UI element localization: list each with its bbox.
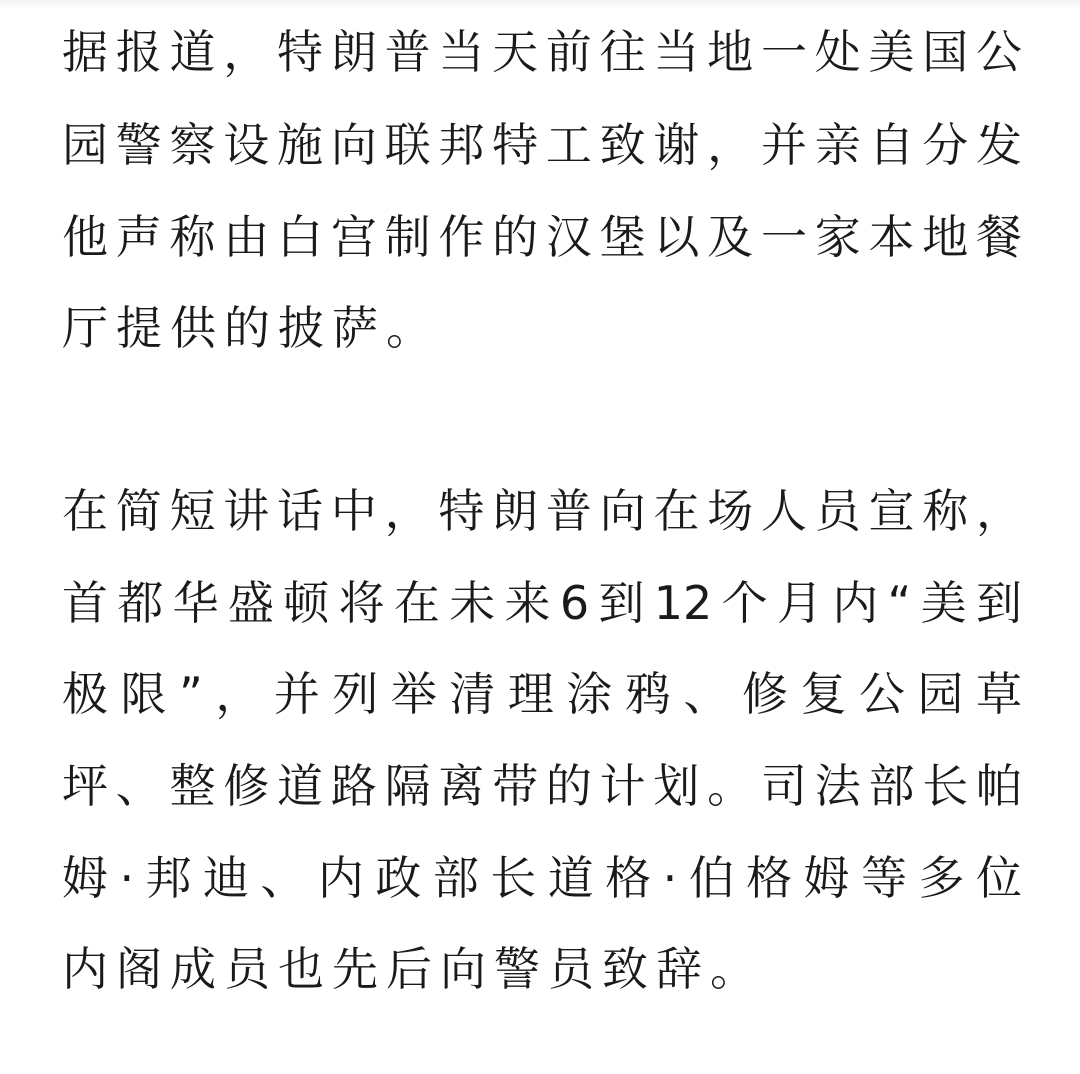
paragraph-1-line-2: 园警察设施向联邦特工致谢，并亲自分发 bbox=[62, 118, 1022, 172]
paragraph-2-line-2: 首都华盛顿将在未来6到12个月内“美到 bbox=[62, 576, 1022, 630]
paragraph-1-line-4: 厅提供的披萨。 bbox=[62, 301, 440, 355]
paragraph-2-line-4: 坪、整修道路隔离带的计划。司法部长帕 bbox=[62, 759, 1022, 813]
paragraph-1-line-3: 他声称由白宫制作的汉堡以及一家本地餐 bbox=[62, 210, 1022, 264]
paragraph-2-line-6: 内阁成员也先后向警员致辞。 bbox=[62, 942, 764, 996]
paragraph-2-line-5: 姆·邦迪、内政部长道格·伯格姆等多位 bbox=[62, 851, 1022, 905]
paragraph-1-line-1: 据报道，特朗普当天前往当地一处美国公 bbox=[62, 25, 1022, 79]
paragraph-2-line-3: 极限”，并列举清理涂鸦、修复公园草 bbox=[62, 667, 1022, 721]
paragraph-2-line-1: 在简短讲话中，特朗普向在场人员宣称， bbox=[62, 484, 1022, 538]
